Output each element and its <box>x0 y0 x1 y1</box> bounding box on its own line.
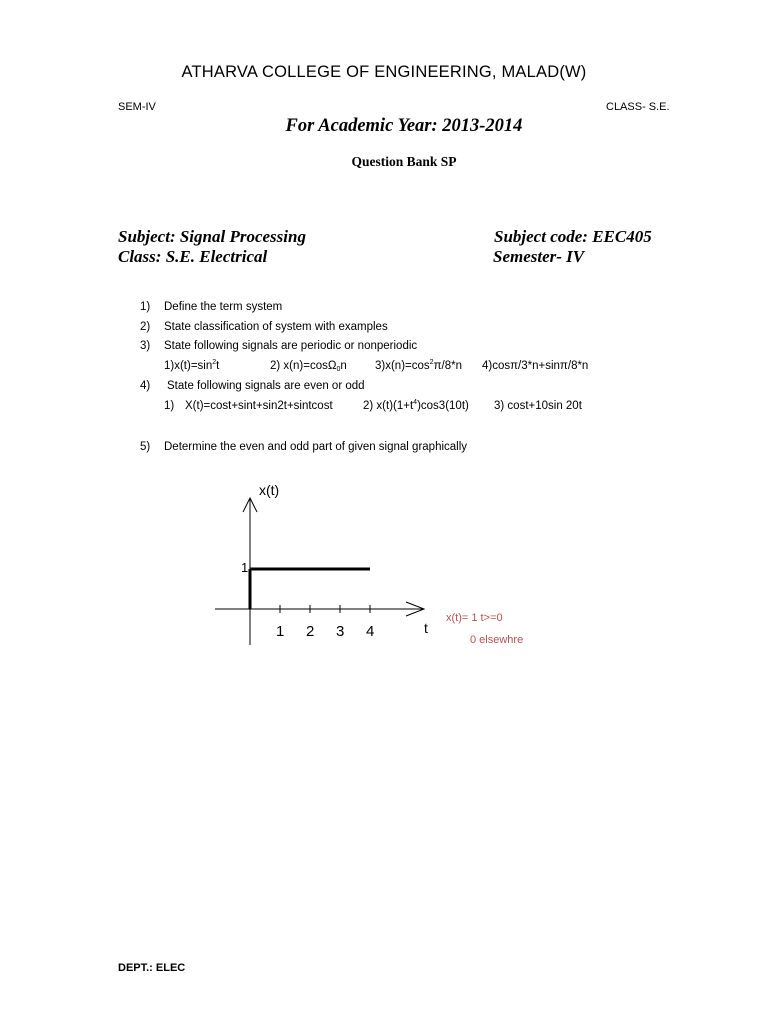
question-text: State classification of system with examples <box>164 321 388 333</box>
semester-label: SEM-IV <box>118 101 156 113</box>
q3-item-3: $3)x(n)=\cos^2\pi/8*n$ <box>375 359 462 372</box>
y-axis-label: x(t) <box>259 482 280 498</box>
question-2 <box>0 321 768 337</box>
class-label: CLASS- S.E. <box>606 101 670 113</box>
question-1 <box>0 301 768 317</box>
college-name: ATHARVA COLLEGE OF ENGINEERING, MALAD(W) <box>181 63 587 81</box>
q4-item-2: 2) $x(t)(1+t^4)\cos 3(10t)$ <box>363 399 469 412</box>
question-number: 2) <box>140 321 151 333</box>
question-text: Determine the even and odd part of given signal graphically <box>164 441 468 453</box>
question-number: 4) <box>140 380 151 392</box>
x-tick-label: 2 <box>306 623 315 640</box>
q3-item-4: 4)cosπ/3*n+sinπ/8*n <box>482 360 589 372</box>
department-footer: DEPT.: ELEC <box>118 962 186 974</box>
question-5 <box>0 441 768 457</box>
document-title: Question Bank SP <box>351 154 457 169</box>
question-number: 3) <box>140 340 151 352</box>
q4-item-1: X(t)=cost+sint+sin2t+sintcost <box>185 400 333 412</box>
y-tick-label: 1 <box>241 560 249 575</box>
definition-line-1: x(t)= 1 t>=0 <box>446 612 503 624</box>
subject-code: Subject code: EEC405 <box>494 227 652 246</box>
q3-item-2: 2) x(n)=cosΩ$_0$n <box>270 360 347 373</box>
question-text: State following signals are even or odd <box>167 380 365 392</box>
x-axis-label: t <box>424 620 428 636</box>
q4-item-3: 3) cost+10sin 20t <box>494 400 582 412</box>
x-tick-label: 3 <box>336 623 345 640</box>
signal-graph <box>200 470 540 660</box>
x-tick-label: 4 <box>366 623 375 640</box>
q4-item-number: 1) <box>164 400 175 412</box>
definition-line-2: 0 elsewhre <box>470 634 524 646</box>
semester-name: Semester- IV <box>493 247 585 266</box>
question-number: 5) <box>140 441 151 453</box>
academic-year: For Academic Year: 2013-2014 <box>285 116 523 136</box>
question-text: Define the term system <box>164 301 283 313</box>
question-3 <box>0 340 768 356</box>
question-4 <box>0 380 768 396</box>
x-tick-label: 1 <box>276 623 285 640</box>
subject-name: Subject: Signal Processing <box>118 227 306 246</box>
class-name: Class: S.E. Electrical <box>118 247 268 266</box>
question-text: State following signals are periodic or nonperiodic <box>164 340 418 352</box>
q3-item-1: $1)x(t)=\sin^2t$ <box>164 359 220 372</box>
question-number: 1) <box>140 301 151 313</box>
